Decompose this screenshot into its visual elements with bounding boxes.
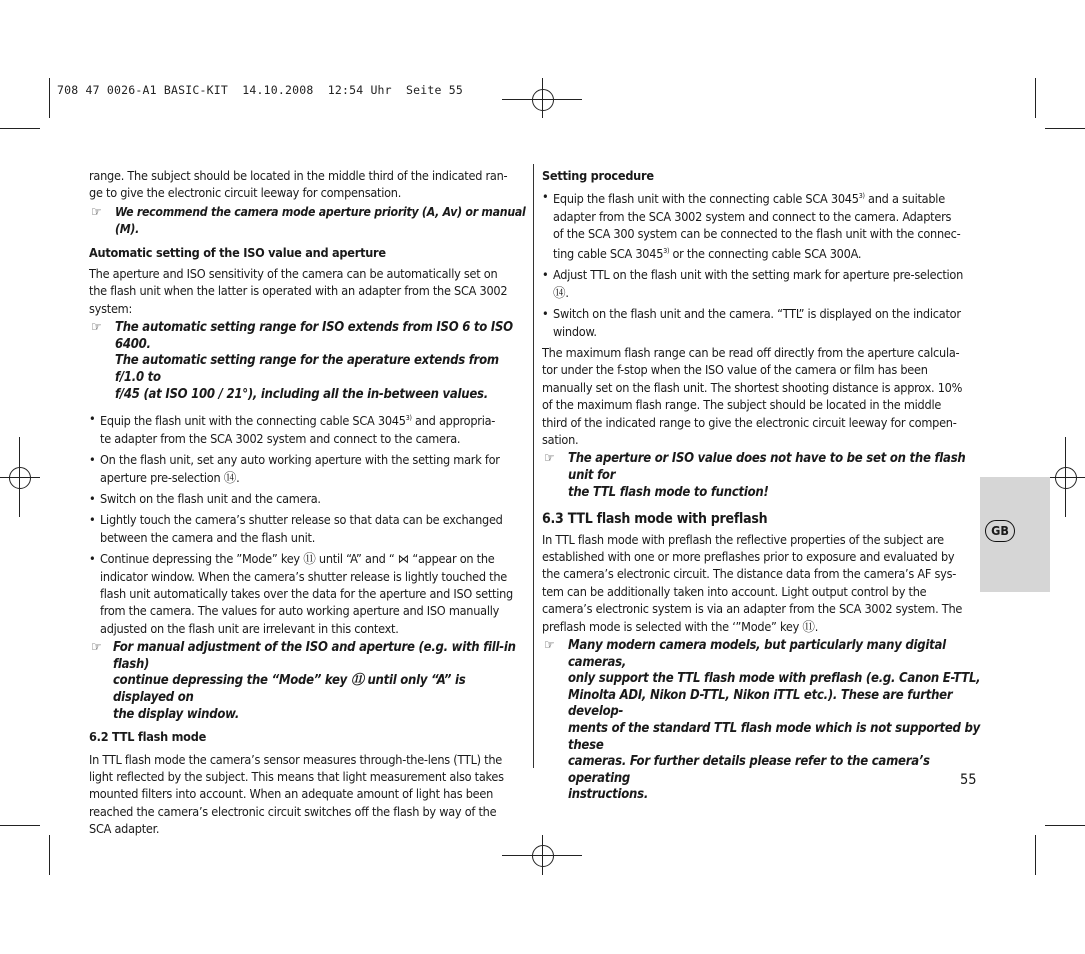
paragraph: manually set on the flash unit. The shortest shooting distance is approx. 10% (542, 379, 963, 395)
section-heading: 6.2 TTL flash mode (89, 729, 207, 745)
crop-mark-tl-v (49, 78, 50, 118)
note: ☞ The aperture or ISO value does not have to be set on the flash unit for the TTL flash mode to function! (544, 451, 966, 500)
note: ☞ For manual adjustment of the ISO and aperture (e.g. with fill-in flash) continue depressing the “Mode” key ⑪ until only “A” is displayed on the display window. (91, 640, 516, 722)
left-column (89, 167, 529, 838)
pointing-hand-icon: ☞ (91, 640, 102, 656)
bullet-item: • Equip the flash unit with the connecting cable SCA 3045$^{3)}$ and a suitable adapter from the SCA 3002 system and connect to the camera. Adapters of the SCA 300 system can be connected to the flash unit with the connec- ting cable SCA 3045$^{3)}$ or the connecting cable SCA 300A. (542, 188, 982, 262)
column-divider (533, 164, 534, 768)
paragraph: reached the camera’s electronic circuit switches off the flash by way of the (89, 803, 497, 819)
note: ☞ The automatic setting range for ISO extends from ISO 6 to ISO 6400. The automatic setting range for the aperature extends from f/1.0 to f/45 (at ISO 100 / 21°), including all the in-between values. (91, 320, 513, 402)
pointing-hand-icon: ☞ (544, 638, 555, 654)
bullet-item: • Adjust TTL on the flash unit with the setting mark for aperture pre-selection ⑭. (542, 266, 982, 301)
paragraph: In TTL flash mode the camera’s sensor measures through-the-lens (TTL) the (89, 751, 503, 767)
section-heading: Setting procedure (542, 168, 654, 183)
bullet-item: • Lightly touch the camera’s shutter release so that data can be exchanged between the camera and the flash unit. (89, 511, 529, 546)
paragraph: range. The subject should be located in the middle third of the indicated ran- (89, 168, 508, 183)
pointing-hand-icon: ☞ (91, 320, 102, 336)
paragraph: ge to give the electronic circuit leeway for compensation. (89, 185, 402, 201)
section-heading: 6.3 TTL flash mode with preflash (542, 511, 768, 528)
bullet-item: • Switch on the flash unit and the camera. “TTL” is displayed on the indicator window. (542, 305, 982, 340)
crop-mark-tl-h (0, 128, 40, 129)
crop-mark-bl-h (0, 825, 40, 826)
paragraph: The aperture and ISO sensitivity of the camera can be automatically set on (89, 266, 498, 282)
paragraph: system: (89, 300, 133, 316)
paragraph: sation. (542, 432, 579, 448)
paragraph: SCA adapter. (89, 821, 160, 837)
crop-mark-br-h (1045, 825, 1085, 826)
pointing-hand-icon: ☞ (544, 451, 555, 467)
paragraph: In TTL flash mode with preflash the reflective properties of the subject are (542, 531, 944, 547)
paragraph: The maximum flash range can be read off directly from the aperture calcula- (542, 345, 960, 361)
note: ☞ Many modern camera models, but particularly many digital cameras, only support the TTL flash mode with preflash (e.g. Canon E-TTL, Minolta ADI, Nikon D-TTL, Nikon iTTL etc.). These are further develop- ments of the standard TTL flash mode which is not supported by these cameras. For further details please refer to the camera’s operating instructions. (544, 638, 981, 803)
bullet-item: • Continue depressing the ”Mode” key ⑪ until “A” and “ ⋈ “appear on the indicator window. When the camera’s shutter release is lightly touched the flash unit automatically takes over the data for the aperture and ISO setting from the camera. The values for auto working aperture and ISO manually adjusted on the flash unit are irrelevant in this context. (89, 550, 529, 637)
page-number: 55 (960, 772, 977, 788)
section-heading: Automatic setting of the ISO value and aperture (89, 244, 386, 260)
pointing-hand-icon: ☞ (91, 204, 102, 220)
paragraph: preflash mode is selected with the ‘”Mode” key ⑪. (542, 618, 819, 634)
paragraph: camera’s electronic system is via an adapter from the SCA 3002 system. The (542, 601, 963, 617)
bullet-item: • Equip the flash unit with the connecting cable SCA 3045$^{3)}$ and appropria- te adapter from the SCA 3002 system and connect to the camera. (89, 410, 529, 447)
language-badge: GB (985, 520, 1015, 542)
note: ☞ We recommend the camera mode aperture priority (A, Av) or manual (M). (91, 204, 526, 237)
paragraph: the camera’s electronic circuit. The distance data from the camera’s AF sys- (542, 566, 957, 582)
bullet-item: • Switch on the flash unit and the camera. (89, 490, 529, 507)
paragraph: third of the indicated range to give the electronic circuit leeway for compen- (542, 414, 957, 430)
paragraph: tor under the f-stop when the ISO value of the camera or film has been (542, 362, 928, 378)
paragraph: the flash unit when the latter is operated with an adapter from the SCA 3002 (89, 283, 508, 299)
paragraph: tem can be additionally taken into account. Light output control by the (542, 583, 927, 599)
paragraph: light reflected by the subject. This means that light measurement also takes (89, 769, 504, 785)
crop-mark-br-v (1035, 835, 1036, 875)
crop-mark-bl-v (49, 835, 50, 875)
print-slug: 708 47 0026-A1 BASIC-KIT 14.10.2008 12:54 Uhr Seite 55 (57, 83, 464, 97)
crop-mark-tr-h (1045, 128, 1085, 129)
paragraph: established with one or more preflashes prior to exposure and evaluated by (542, 549, 955, 565)
paragraph: of the maximum flash range. The subject should be located in the middle (542, 397, 942, 413)
bullet-item: • On the flash unit, set any auto working aperture with the setting mark for aperture pre-selection ⑭. (89, 451, 529, 486)
paragraph: mounted filters into account. When an adequate amount of light has been (89, 786, 494, 802)
crop-mark-tr-v (1035, 78, 1036, 118)
right-column (542, 167, 982, 804)
